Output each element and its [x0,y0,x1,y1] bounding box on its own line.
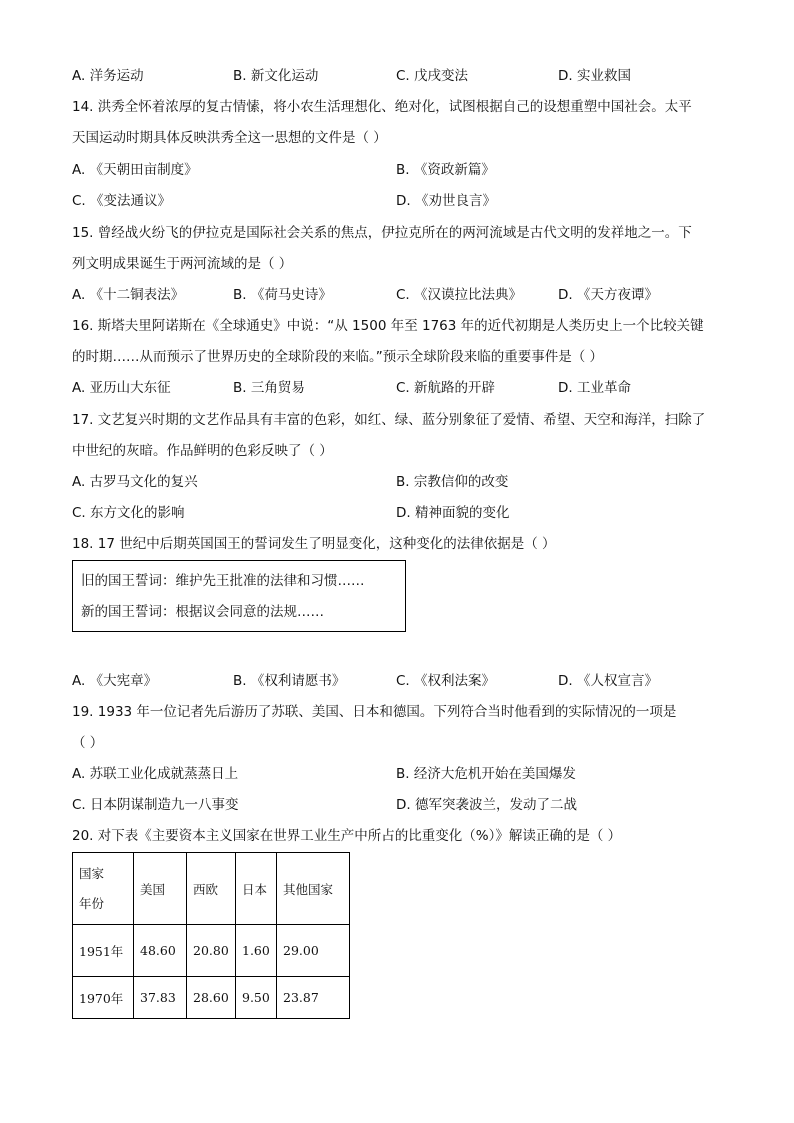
q19-stem-line1: 19. 1933 年一位记者先后游历了苏联、美国、日本和德国。下列符合当时他看到的实际情况的一项是 [72,704,677,720]
q14-option-d: D. 《劝世良言》 [396,193,496,209]
industry-share-table [72,852,350,1019]
q14-stem-line1: 14. 洪秀全怀着浓厚的复古情愫，将小农生活理想化、绝对化，试图根据自己的设想重塑中国社会。太平 [72,99,692,115]
q17-stem-line2: 中世纪的灰暗。作品鲜明的色彩反映了（ ） [72,443,333,459]
corner-year-label: 年份 [79,895,105,911]
cell-other: 23.87 [277,977,350,1019]
q14-stem-line2: 天国运动时期具体反映洪秀全这一思想的文件是（ ） [72,130,387,146]
q18-option-c: C. 《权利法案》 [396,673,496,689]
q13-option-b: B. 新文化运动 [233,68,319,84]
q16-option-a: A. 亚历山大东征 [72,380,171,396]
q18-option-d: D. 《人权宣言》 [558,673,658,689]
q19-option-b: B. 经济大危机开始在美国爆发 [396,766,576,782]
q15-stem-line2: 列文明成果诞生于两河流域的是（ ） [72,256,293,272]
q19-option-a: A. 苏联工业化成就蒸蒸日上 [72,766,239,782]
header-usa: 美国 [134,853,187,925]
row-year: 1951年 [73,925,134,977]
table-corner-cell [73,853,134,925]
cell-usa: 48.60 [134,925,187,977]
header-other: 其他国家 [277,853,350,925]
q17-option-b: B. 宗教信仰的改变 [396,474,509,490]
cell-west-europe: 28.60 [187,977,236,1019]
cell-japan: 9.50 [236,977,277,1019]
q17-stem-line1: 17. 文艺复兴时期的文艺作品具有丰富的色彩，如红、绿、蓝分别象征了爱情、希望、天空和海洋，扫除了 [72,412,706,428]
row-year: 1970年 [73,977,134,1019]
q18-old-oath: 旧的国王誓词：维护先王批准的法律和习惯…… [81,573,365,589]
q16-option-d: D. 工业革命 [558,380,631,396]
q15-option-b: B. 《荷马史诗》 [233,287,332,303]
q15-option-a: A. 《十二铜表法》 [72,287,185,303]
q14-option-b: B. 《资政新篇》 [396,162,495,178]
q18-option-a: A. 《大宪章》 [72,673,158,689]
q13-option-c: C. 戊戌变法 [396,68,469,84]
q15-stem-line1: 15. 曾经战火纷飞的伊拉克是国际社会关系的焦点，伊拉克所在的两河流域是古代文明的发祥地之一。下 [72,225,692,241]
q16-stem-line1: 16. 斯塔夫里阿诺斯在《全球通史》中说：“从 1500 年至 1763 年的近代初期是人类历史上一个比较关键 [72,318,704,334]
q13-option-d: D. 实业救国 [558,68,631,84]
q15-option-d: D. 《天方夜谭》 [558,287,658,303]
cell-usa: 37.83 [134,977,187,1019]
cell-japan: 1.60 [236,925,277,977]
q14-option-a: A. 《天朝田亩制度》 [72,162,198,178]
table-row [73,925,350,977]
header-japan: 日本 [236,853,277,925]
corner-country-label: 国家 [79,865,105,881]
q17-option-d: D. 精神面貌的变化 [396,505,510,521]
table-header-row [73,853,350,925]
header-west-europe: 西欧 [187,853,236,925]
cell-other: 29.00 [277,925,350,977]
q17-option-c: C. 东方文化的影响 [72,505,185,521]
q19-stem-line2: （ ） [72,735,104,751]
q16-option-c: C. 新航路的开辟 [396,380,496,396]
q19-option-c: C. 日本阴谋制造九一八事变 [72,797,239,813]
q16-stem-line2: 的时期……从而预示了世界历史的全球阶段的来临。”预示全球阶段来临的重要事件是（ ） [72,349,604,365]
q17-option-a: A. 古罗马文化的复兴 [72,474,198,490]
q19-option-d: D. 德军突袭波兰，发动了二战 [396,797,577,813]
q16-option-b: B. 三角贸易 [233,380,305,396]
q15-option-c: C. 《汉谟拉比法典》 [396,287,523,303]
q13-option-a: A. 洋务运动 [72,68,144,84]
table-row [73,977,350,1019]
cell-west-europe: 20.80 [187,925,236,977]
q18-option-b: B. 《权利请愿书》 [233,673,346,689]
q18-new-oath: 新的国王誓词：根据议会同意的法规…… [81,604,324,620]
q14-option-c: C. 《变法通议》 [72,193,172,209]
q18-quote-box [72,560,406,632]
q20-stem-line1: 20. 对下表《主要资本主义国家在世界工业生产中所占的比重变化（%）》解读正确的是（ ） [72,828,622,844]
q18-stem-line1: 18. 17 世纪中后期英国国王的誓词发生了明显变化，这种变化的法律依据是（ ） [72,536,556,552]
